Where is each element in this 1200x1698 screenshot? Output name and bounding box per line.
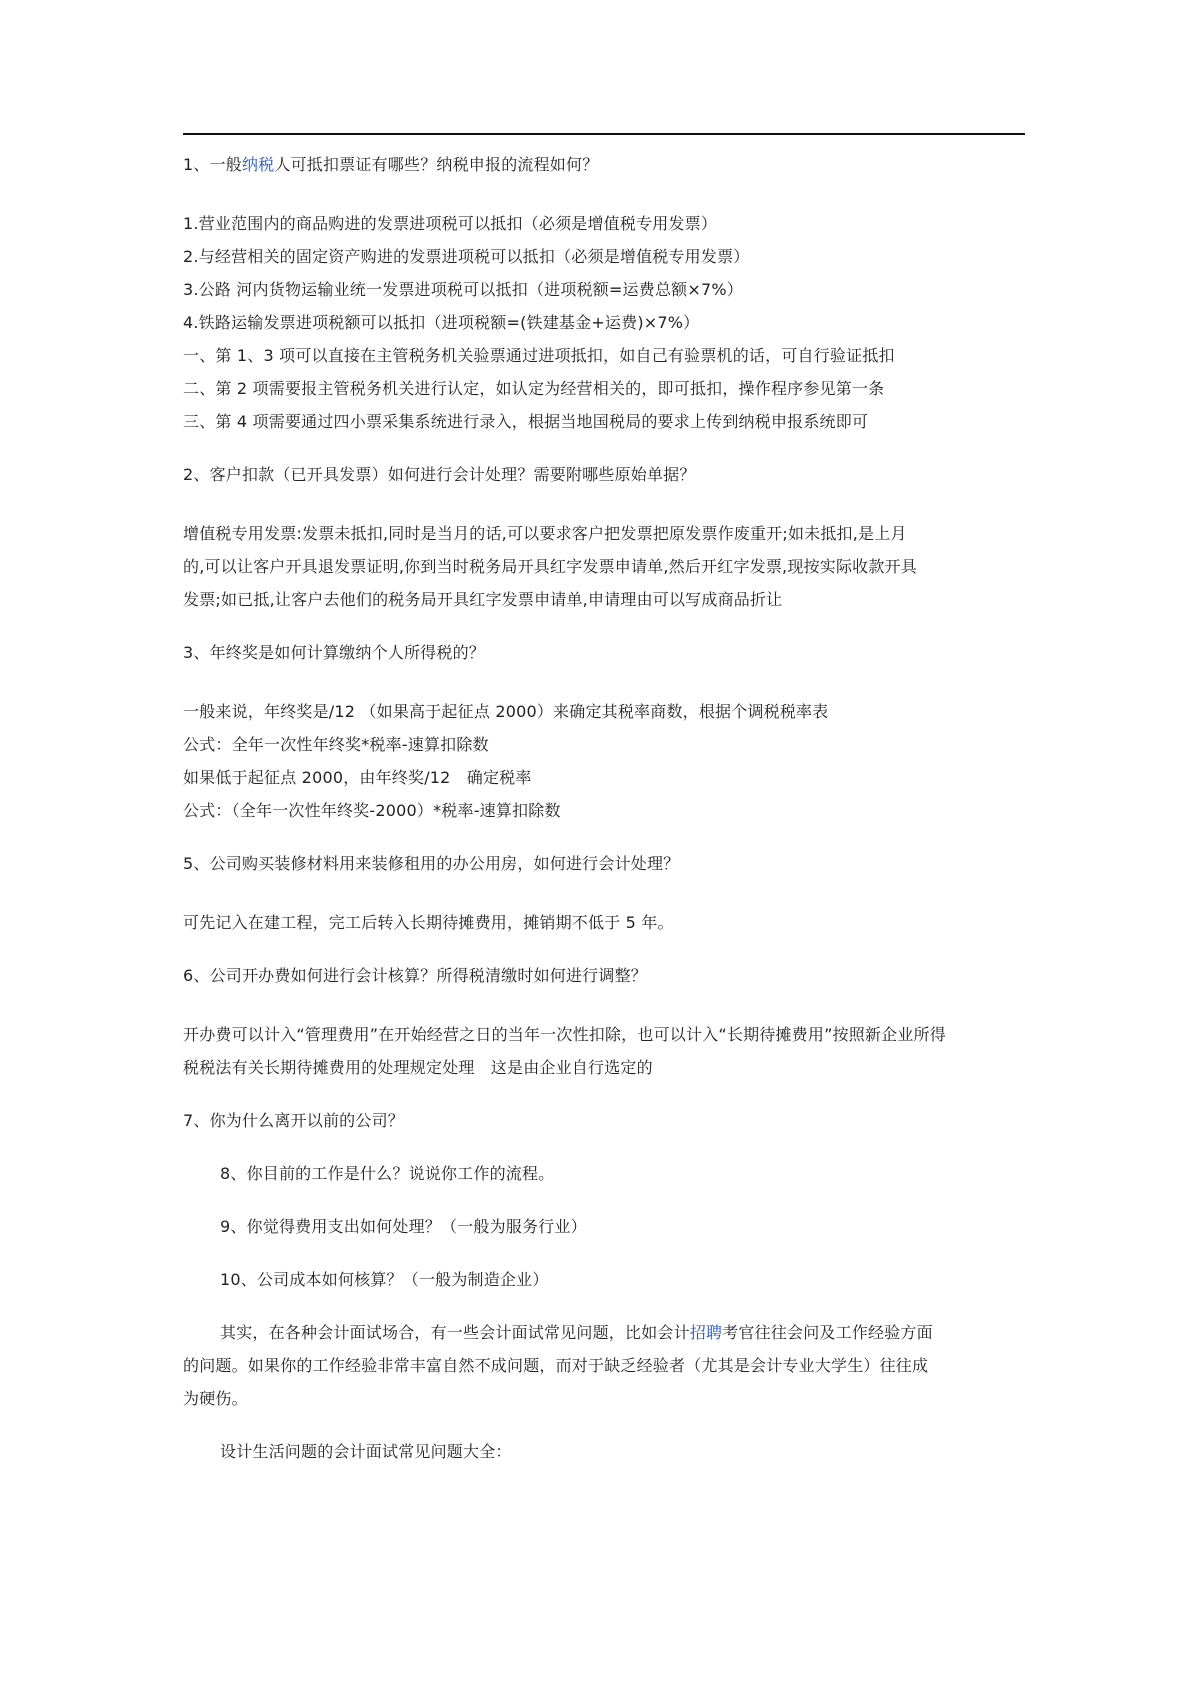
question-9: 9、你觉得费用支出如何处理？（一般为服务行业） (220, 1217, 587, 1236)
question-5: 5、公司购买装修材料用来装修租用的办公用房，如何进行会计处理？ (183, 854, 680, 873)
q1-item-1: 1.营业范围内的商品购进的发票进项税可以抵扣（必须是增值税专用发票） (183, 214, 718, 233)
q5-answer: 可先记入在建工程，完工后转入长期待摊费用，摊销期不低于 5 年。 (183, 913, 674, 932)
top-divider (183, 133, 1025, 135)
q1-note-2: 二、第 2 项需要报主管税务机关进行认定，如认定为经营相关的，即可抵扣，操作程序参见第一条 (183, 379, 885, 398)
q2-answer-line-2: 的,可以让客户开具退发票证明,你到当时税务局开具红字发票申请单,然后开红字发票,现按实际收款开具 (183, 557, 917, 576)
closing-footer: 设计生活问题的会计面试常见问题大全： (220, 1442, 512, 1461)
question-6: 6、公司开办费如何进行会计核算？所得税清缴时如何进行调整？ (183, 966, 647, 985)
closing-line-2: 的问题。如果你的工作经验非常丰富自然不成问题，而对于缺乏经验者（尤其是会计专业大学生）往往成 (183, 1356, 929, 1375)
tax-link[interactable]: 纳税 (241, 155, 275, 174)
q1-note-1: 一、第 1、3 项可以直接在主管税务机关验票通过进项抵扣，如自己有验票机的话，可自行验证抵扣 (183, 346, 895, 365)
question-3: 3、年终奖是如何计算缴纳个人所得税的？ (183, 643, 485, 662)
q6-answer-line-2: 税税法有关长期待摊费用的处理规定处理 这是由企业自行选定的 (183, 1058, 653, 1077)
recruitment-link[interactable]: 招聘 (689, 1323, 723, 1342)
q1-item-4: 4.铁路运输发票进项税额可以抵扣（进项税额=(铁建基金+运费)×7%） (183, 313, 700, 332)
q3-answer-line-3: 如果低于起征点 2000，由年终奖/12 确定税率 (183, 768, 532, 787)
question-2: 2、客户扣款（已开具发票）如何进行会计处理？需要附哪些原始单据？ (183, 465, 696, 484)
q3-answer-line-2: 公式：全年一次性年终奖*税率-速算扣除数 (183, 735, 489, 754)
q1-note-3: 三、第 4 项需要通过四小票采集系统进行录入，根据当地国税局的要求上传到纳税申报系统即可 (183, 412, 869, 431)
document-body (183, 148, 1025, 1468)
question-7: 7、你为什么离开以前的公司？ (183, 1111, 404, 1130)
question-8: 8、你目前的工作是什么？说说你工作的流程。 (220, 1164, 555, 1183)
closing-line-1: 其实，在各种会计面试场合，有一些会计面试常见问题，比如会计招聘考官往往会问及工作经验方面 (220, 1323, 933, 1342)
q1-item-2: 2.与经营相关的固定资产购进的发票进项税可以抵扣（必须是增值税专用发票） (183, 247, 750, 266)
q2-answer-line-3: 发票;如已抵,让客户去他们的税务局开具红字发票申请单,申请理由可以写成商品折让 (183, 590, 783, 609)
question-10: 10、公司成本如何核算？（一般为制造企业） (220, 1270, 549, 1289)
q1-item-3: 3.公路 河内货物运输业统一发票进项税可以抵扣（进项税额=运费总额×7%） (183, 280, 743, 299)
q3-answer-line-1: 一般来说，年终奖是/12 （如果高于起征点 2000）来确定其税率商数，根据个调税税率表 (183, 702, 829, 721)
closing-line-3: 为硬伤。 (183, 1389, 248, 1408)
question-1: 1、一般纳税人可抵扣票证有哪些？纳税申报的流程如何？ (183, 155, 599, 174)
q3-answer-line-4: 公式：（全年一次性年终奖-2000）*税率-速算扣除数 (183, 801, 561, 820)
q6-answer-line-1: 开办费可以计入“管理费用”在开始经营之日的当年一次性扣除，也可以计入“长期待摊费用”按照新企业所得 (183, 1025, 946, 1044)
q2-answer-line-1: 增值税专用发票:发票未抵扣,同时是当月的话,可以要求客户把发票把原发票作废重开;如未抵扣,是上月 (183, 524, 907, 543)
